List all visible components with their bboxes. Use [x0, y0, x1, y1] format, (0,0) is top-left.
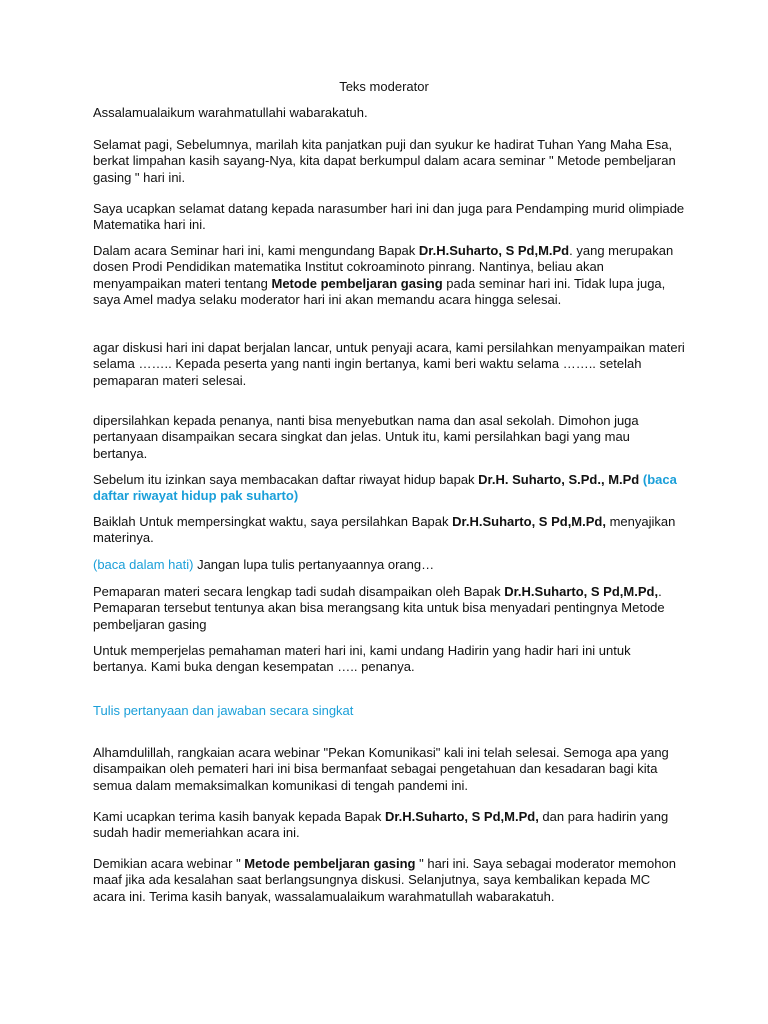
paragraph-greeting: Assalamualaikum warahmatullahi wabarakatuh.	[93, 105, 368, 120]
paragraph-summary: Pemaparan materi secara lengkap tadi sudah disampaikan oleh Bapak Dr.H.Suharto, S Pd,M.Pd,. Pemaparan tersebut tentunya akan bisa merangsang kita untuk bisa menyadari pentingnya Metode pembeljaran gasing	[93, 584, 665, 632]
topic-title: Metode pembeljaran gasing	[271, 275, 443, 291]
paragraph-invite-speaker: Baiklah Untuk mempersingkat waktu, saya persilahkan Bapak Dr.H.Suharto, S Pd,M.Pd, menyajikan materinya.	[93, 514, 676, 546]
paragraph-opening: Selamat pagi, Sebelumnya, marilah kita panjatkan puji dan syukur ke hadirat Tuhan Yang Maha Esa, berkat limpahan kasih sayang-Nya, kita dapat berkumpul dalam acara seminar " Metode pembeljaran gasing " hari ini.	[93, 137, 676, 185]
paragraph-closing: Alhamdulillah, rangkaian acara webinar "Pekan Komunikasi" kali ini telah selesai. Semoga apa yang disampaikan oleh pemateri hari ini bisa bermanfaat sebagai pengetahuan dan kesadaran bagi kita semua dalam memaksimalkan komunikasi di tengah pandemi ini.	[93, 745, 669, 793]
speaker-name: Dr.H.Suharto, S Pd,M.Pd,	[504, 584, 659, 599]
paragraph-thanks: Kami ucapkan terima kasih banyak kepada Bapak Dr.H.Suharto, S Pd,M.Pd, dan para hadirin yang sudah hadir memeriahkan acara ini.	[93, 809, 669, 841]
paragraph-speaker-intro: Dalam acara Seminar hari ini, kami mengundang Bapak Dr.H.Suharto, S Pd,M.Pd. yang merupakan dosen Prodi Pendidikan matematika Institut cokroaminoto pinrang. Nantinya, beliau akan menyampaikan materi tentang Metode pembeljaran gasing pada seminar hari ini. Tidak lupa juga, saya Amel madya selaku moderator hari ini akan memandu acara hingga selesai.	[93, 243, 674, 308]
paragraph-session-rules: agar diskusi hari ini dapat berjalan lancar, untuk penyaji acara, kami persilahkan menyampaikan materi selama …….. Kepada peserta yang nanti ingin bertanya, kami beri waktu selama …….. setelah pemaparan materi selesai.	[93, 340, 685, 388]
paragraph-biography: Sebelum itu izinkan saya membacakan daftar riwayat hidup bapak Dr.H. Suharto, S.Pd., M.Pd (baca daftar riwayat hidup pak suharto)	[93, 472, 677, 504]
speaker-name: Dr.H.Suharto, S Pd,M.Pd,	[452, 514, 606, 529]
speaker-name: Dr.H.Suharto, S Pd,M.Pd	[418, 243, 570, 258]
topic-title: Metode pembeljaran gasing	[244, 856, 416, 871]
paragraph-farewell: Demikian acara webinar " Metode pembeljaran gasing " hari ini. Saya sebagai moderator memohon maaf jika ada kesalahan saat berlangsungnya diskusi. Selanjutnya, saya kembalikan kepada MC acara ini. Terima kasih banyak, wassalamualaikum warahmatullah wabarakatuh.	[93, 856, 676, 904]
note-write-questions: Tulis pertanyaan dan jawaban secara singkat	[93, 703, 354, 718]
document-title: Teks moderator	[339, 79, 429, 94]
speaker-name: Dr.H.Suharto, S Pd,M.Pd,	[384, 809, 539, 824]
paragraph-welcome: Saya ucapkan selamat datang kepada narasumber hari ini dan juga para Pendamping murid olimpiade Matematika hari ini.	[93, 201, 685, 233]
paragraph-q-and-a: Untuk memperjelas pemahaman materi hari ini, kami undang Hadirin yang hadir hari ini untuk bertanya. Kami buka dengan kesempatan ….. penanya.	[93, 643, 631, 675]
paragraph-question-rules: dipersilahkan kepada penanya, nanti bisa menyebutkan nama dan asal sekolah. Dimohon juga pertanyaan disampaikan secara singkat dan jelas. Untuk itu, kami persilahkan bagi yang mau bertanya.	[93, 413, 639, 461]
note-read-silently: (baca dalam hati)	[93, 557, 194, 572]
speaker-name: Dr.H. Suharto, S.Pd., M.Pd	[478, 472, 640, 487]
note-read-biography: (baca daftar riwayat hidup pak suharto)	[93, 472, 677, 504]
paragraph-read-silently: (baca dalam hati) Jangan lupa tulis pertanyaannya orang…	[93, 557, 435, 572]
